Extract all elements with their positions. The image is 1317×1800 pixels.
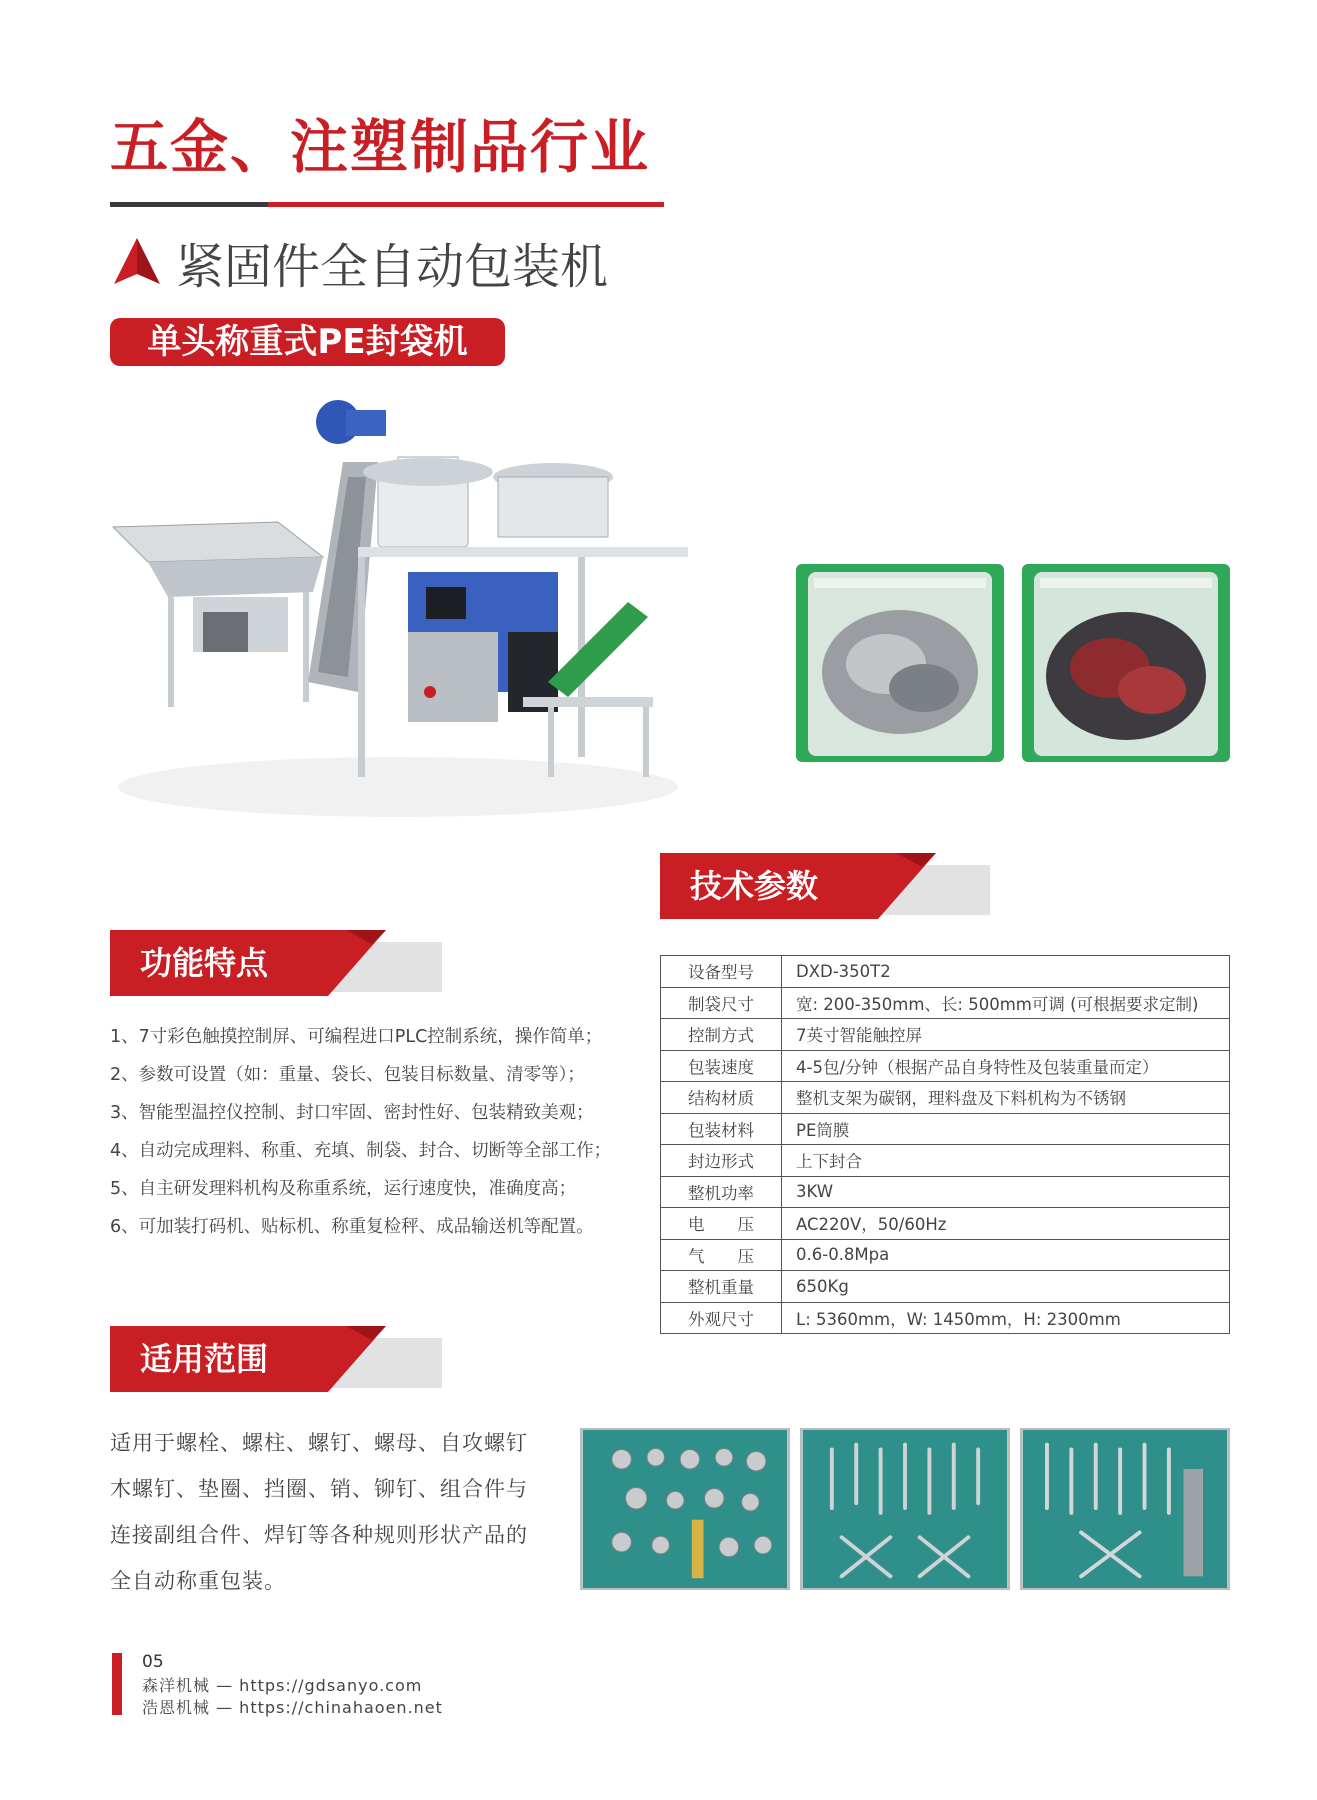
specs-heading (660, 853, 990, 919)
spec-row (661, 987, 1230, 1019)
spec-value: 7英寸智能触控屏 (782, 1019, 1230, 1051)
spec-key: 包装材料 (661, 1113, 782, 1145)
scope-line: 全自动称重包装。 (110, 1569, 286, 1593)
packed-bag-photo-silver (796, 564, 1004, 762)
spec-key: 封边形式 (661, 1145, 782, 1177)
red-triangle-icon (112, 236, 162, 286)
spec-row (661, 1113, 1230, 1145)
spec-value: L: 5360mm，W: 1450mm，H: 2300mm (782, 1302, 1230, 1334)
spec-value: AC220V，50/60Hz (782, 1208, 1230, 1240)
spec-value: 整机支架为碳钢，理料盘及下料机构为不锈钢 (782, 1082, 1230, 1114)
scope-description (110, 1420, 560, 1604)
spec-value: 0.6-0.8Mpa (782, 1239, 1230, 1271)
features-heading (110, 930, 442, 996)
spec-row (661, 1302, 1230, 1334)
packed-bag-photo-red (1022, 564, 1230, 762)
scope-line: 适用于螺栓、螺柱、螺钉、螺母、自攻螺钉 (110, 1431, 528, 1455)
title-underline-red (268, 202, 664, 207)
feature-item: 3、智能型温控仪控制、封口牢固、密封性好、包装精致美观； (110, 1103, 594, 1123)
feature-item: 2、参数可设置（如：重量、袋长、包装目标数量、清零等）； (110, 1065, 585, 1085)
machine-illustration (108, 392, 688, 822)
spec-key: 结构材质 (661, 1082, 782, 1114)
fastener-photo-bolts (1020, 1428, 1230, 1590)
spec-row (661, 1050, 1230, 1082)
fastener-photo-screws (800, 1428, 1010, 1590)
scope-heading-label: 适用范围 (140, 1340, 269, 1378)
footer-line-sanyo: 森洋机械 — https://gdsanyo.com (142, 1676, 423, 1695)
spec-value: 宽: 200-350mm、长: 500mm可调 (可根据要求定制) (782, 987, 1230, 1019)
fastener-photo-nuts (580, 1428, 790, 1590)
specs-heading-label: 技术参数 (690, 867, 819, 905)
spec-value: 4-5包/分钟（根据产品自身特性及包装重量而定） (782, 1050, 1230, 1082)
product-subtitle: 紧固件全自动包装机 (176, 239, 609, 295)
spec-key: 控制方式 (661, 1019, 782, 1051)
scope-line: 木螺钉、垫圈、挡圈、销、铆钉、组合件与 (110, 1477, 528, 1501)
spec-row (661, 1082, 1230, 1114)
spec-key: 制袋尺寸 (661, 987, 782, 1019)
spec-value: DXD-350T2 (782, 956, 1230, 988)
spec-row (661, 1271, 1230, 1303)
feature-item: 6、可加装打码机、贴标机、称重复检秤、成品输送机等配置。 (110, 1217, 594, 1237)
features-list (110, 1018, 650, 1246)
spec-row (661, 956, 1230, 988)
spec-row (661, 1019, 1230, 1051)
spec-key: 整机重量 (661, 1271, 782, 1303)
features-heading-label: 功能特点 (140, 944, 269, 982)
feature-item: 4、自动完成理料、称重、充填、制袋、封合、切断等全部工作； (110, 1141, 612, 1161)
spec-key: 包装速度 (661, 1050, 782, 1082)
spec-row (661, 1208, 1230, 1240)
spec-row (661, 1176, 1230, 1208)
spec-value: 上下封合 (782, 1145, 1230, 1177)
spec-key: 设备型号 (661, 956, 782, 988)
page-title: 五金、注塑制品行业 (110, 113, 651, 181)
footer-accent-bar (112, 1653, 122, 1715)
spec-value: PE筒膜 (782, 1113, 1230, 1145)
spec-row (661, 1239, 1230, 1271)
spec-value: 3KW (782, 1176, 1230, 1208)
product-badge: 单头称重式PE封袋机 (110, 318, 505, 366)
feature-item: 1、7寸彩色触摸控制屏、可编程进口PLC控制系统，操作简单； (110, 1027, 603, 1047)
title-underline-dark (110, 202, 268, 207)
scope-heading (110, 1326, 442, 1392)
spec-key: 整机功率 (661, 1176, 782, 1208)
feature-item: 5、自主研发理料机构及称重系统，运行速度快，准确度高； (110, 1179, 577, 1199)
page-number: 05 (142, 1652, 164, 1672)
footer-line-haoen: 浩恩机械 — https://chinahaoen.net (142, 1698, 443, 1717)
spec-value: 650Kg (782, 1271, 1230, 1303)
spec-key: 气 压 (661, 1239, 782, 1271)
spec-key: 电 压 (661, 1208, 782, 1240)
spec-table (660, 955, 1230, 1334)
spec-key: 外观尺寸 (661, 1302, 782, 1334)
scope-line: 连接副组合件、焊钉等各种规则形状产品的 (110, 1523, 528, 1547)
spec-row (661, 1145, 1230, 1177)
